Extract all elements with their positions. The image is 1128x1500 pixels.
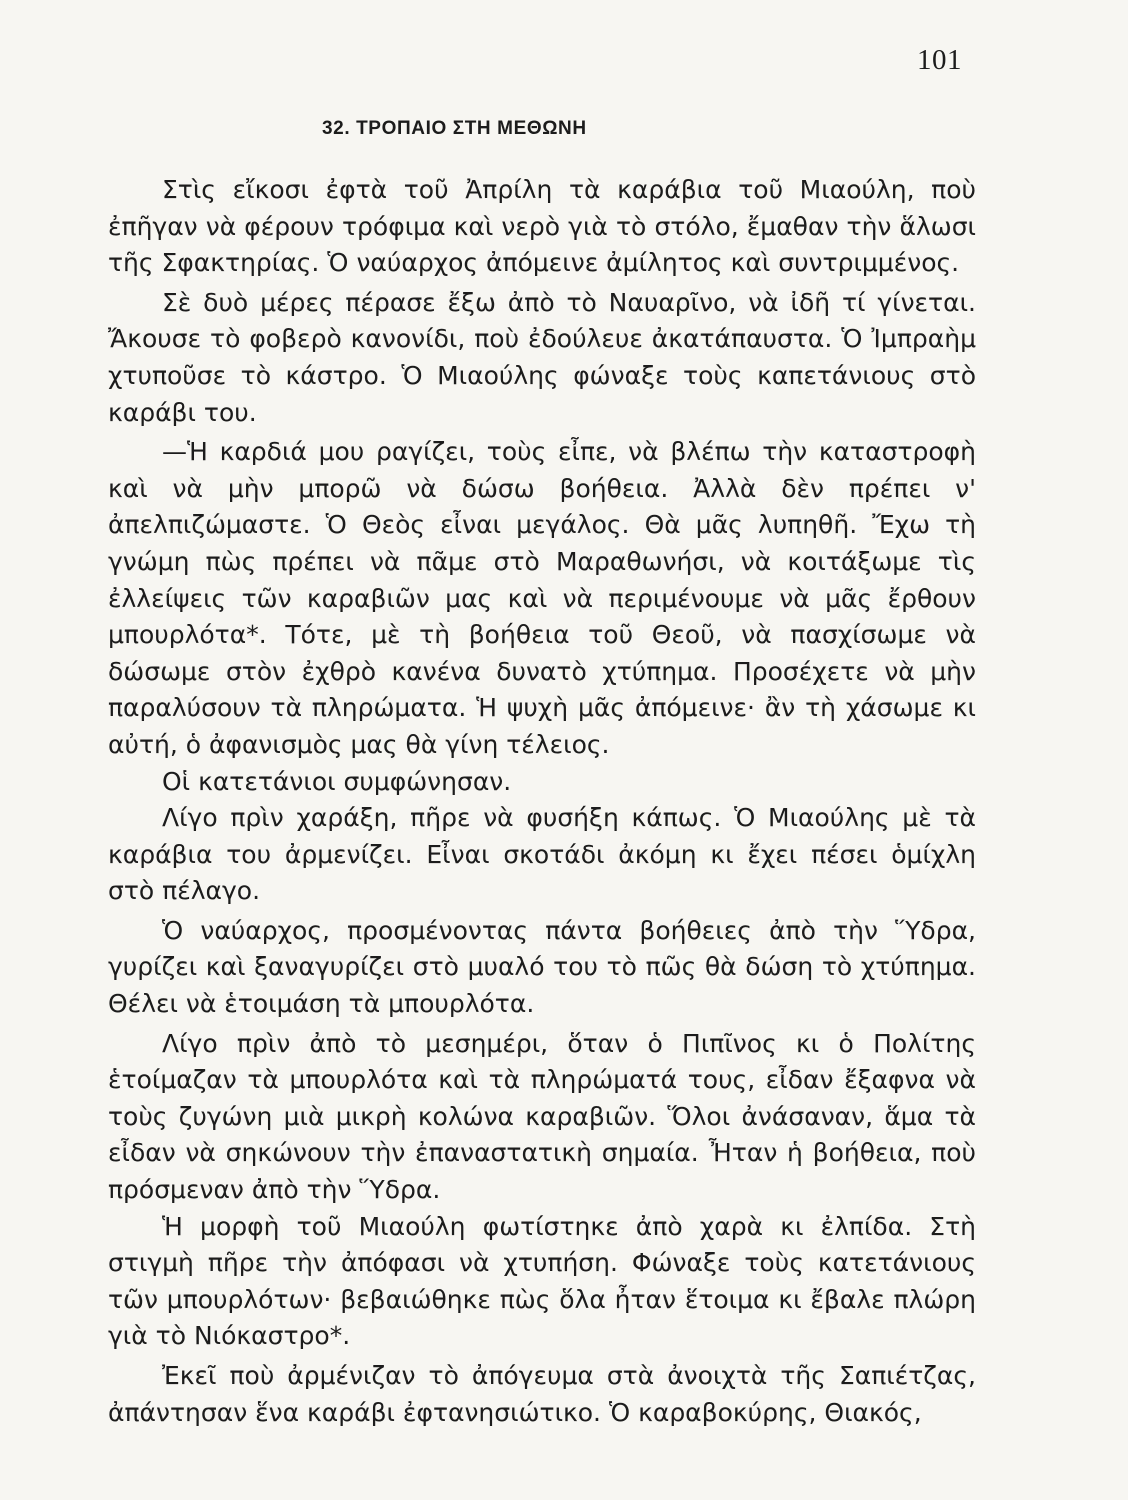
- paragraph: Λίγο πρὶν χαράξη, πῆρε νὰ φυσήξη κάπως. Ὁ Μιαούλης μὲ τὰ καράβια του ἀρμενίζει. Εἶναι σκοτάδι ἀκόμη κι ἔχει πέσει ὁμίχλη στὸ πέλαγο.: [108, 803, 976, 906]
- paragraph: Σὲ δυὸ μέρες πέρασε ἔξω ἀπὸ τὸ Ναυαρῖνο, νὰ ἰδῆ τί γίνεται. Ἄκουσε τὸ φοβερὸ κανονίδι, ποὺ ἐδούλευε ἀκατάπαυστα. Ὁ Ἰμπραὴμ χτυποῦσε τὸ κάστρο. Ὁ Μιαούλης φώναξε τοὺς καπετάνιους στὸ καράβι του.: [108, 287, 976, 427]
- paragraph: Λίγο πρὶν ἀπὸ τὸ μεσημέρι, ὅταν ὁ Πιπῖνος κι ὁ Πολίτης ἑτοίμαζαν τὰ μπουρλότα καὶ τὰ πληρώματά τους, εἶδαν ἔξαφνα νὰ τοὺς ζυγώνη μιὰ μικρὴ κολώνα καραβιῶν. Ὅλοι ἀνάσαναν, ἅμα τὰ εἶδαν νὰ σηκώνουν τὴν ἐπαναστατικὴ σημαία. Ἦταν ἡ βοήθεια, ποὺ πρόσμεναν ἀπὸ τὴν Ὕδρα.: [108, 1028, 976, 1205]
- paragraph: Οἱ κατετάνιοι συμφώνησαν.: [162, 766, 512, 796]
- body-text: [108, 172, 976, 1431]
- paragraph: Ὁ ναύαρχος, προσμένοντας πάντα βοήθειες ἀπὸ τὴν Ὕδρα, γυρίζει καὶ ξαναγυρίζει στὸ μυαλό του τὸ πῶς θὰ δώση τὸ χτύπημα. Θέλει νὰ ἑτοιμάση τὰ μπουρλότα.: [108, 915, 976, 1019]
- paragraph: Στὶς εἴκοσι ἐφτὰ τοῦ Ἀπρίλη τὰ καράβια τοῦ Μιαούλη, ποὺ ἐπῆγαν νὰ φέρουν τρόφιμα καὶ νερὸ γιὰ τὸ στόλο, ἔμαθαν τὴν ἅλωσι τῆς Σφακτηρίας. Ὁ ναύαρχος ἀπόμεινε ἀμίλητος καὶ συντριμμένος.: [108, 175, 976, 278]
- paragraph: Ἡ μορφὴ τοῦ Μιαούλη φωτίστηκε ἀπὸ χαρὰ κι ἐλπίδα. Στὴ στιγμὴ πῆρε τὴν ἀπόφασι νὰ χτυπήση. Φώναξε τοὺς κατετάνιους τῶν μπουρλότων· βεβαιώθηκε πὼς ὅλα ἦταν ἕτοιμα κι ἔβαλε πλώρη γιὰ τὸ Νιόκαστρο*.: [108, 1211, 976, 1351]
- page-number: 101: [917, 44, 962, 76]
- dialogue-paragraph: —Ἡ καρδιά μου ραγίζει, τοὺς εἶπε, νὰ βλέπω τὴν καταστροφὴ καὶ νὰ μὴν μπορῶ νὰ δώσω βοήθεια. Ἀλλὰ δὲν πρέπει ν' ἀπελπιζώμαστε. Ὁ Θεὸς εἶναι μεγάλος. Θὰ μᾶς λυπηθῆ. Ἔχω τὴ γνώμη πὼς πρέπει νὰ πᾶμε στὸ Μαραθωνήσι, νὰ κοιτάξωμε τὶς ἐλλείψεις τῶν καραβιῶν μας καὶ νὰ περιμένουμε νὰ μᾶς ἔρθουν μπουρλότα*. Τότε, μὲ τὴ βοήθεια τοῦ Θεοῦ, νὰ πασχίσωμε νὰ δώσωμε στὸν ἐχθρὸ κανένα δυνατὸ χτύπημα. Προσέχετε νὰ μὴν παραλύσουν τὰ πληρώματα. Ἡ ψυχὴ μᾶς ἀπόμεινε· ἂν τὴ χάσωμε κι αὐτή, ὁ ἀφανισμὸς μας θὰ γίνη τέλειος.: [108, 437, 976, 759]
- chapter-title: 32. ΤΡΟΠΑΙΟ ΣΤΗ ΜΕΘΩΝΗ: [322, 118, 587, 139]
- paragraph: Ἐκεῖ ποὺ ἀρμένιζαν τὸ ἀπόγευμα στὰ ἀνοιχτὰ τῆς Σαπιέτζας, ἀπάντησαν ἕνα καράβι ἐφτανησιώτικο. Ὁ καραβοκύρης, Θιακός,: [108, 1361, 976, 1427]
